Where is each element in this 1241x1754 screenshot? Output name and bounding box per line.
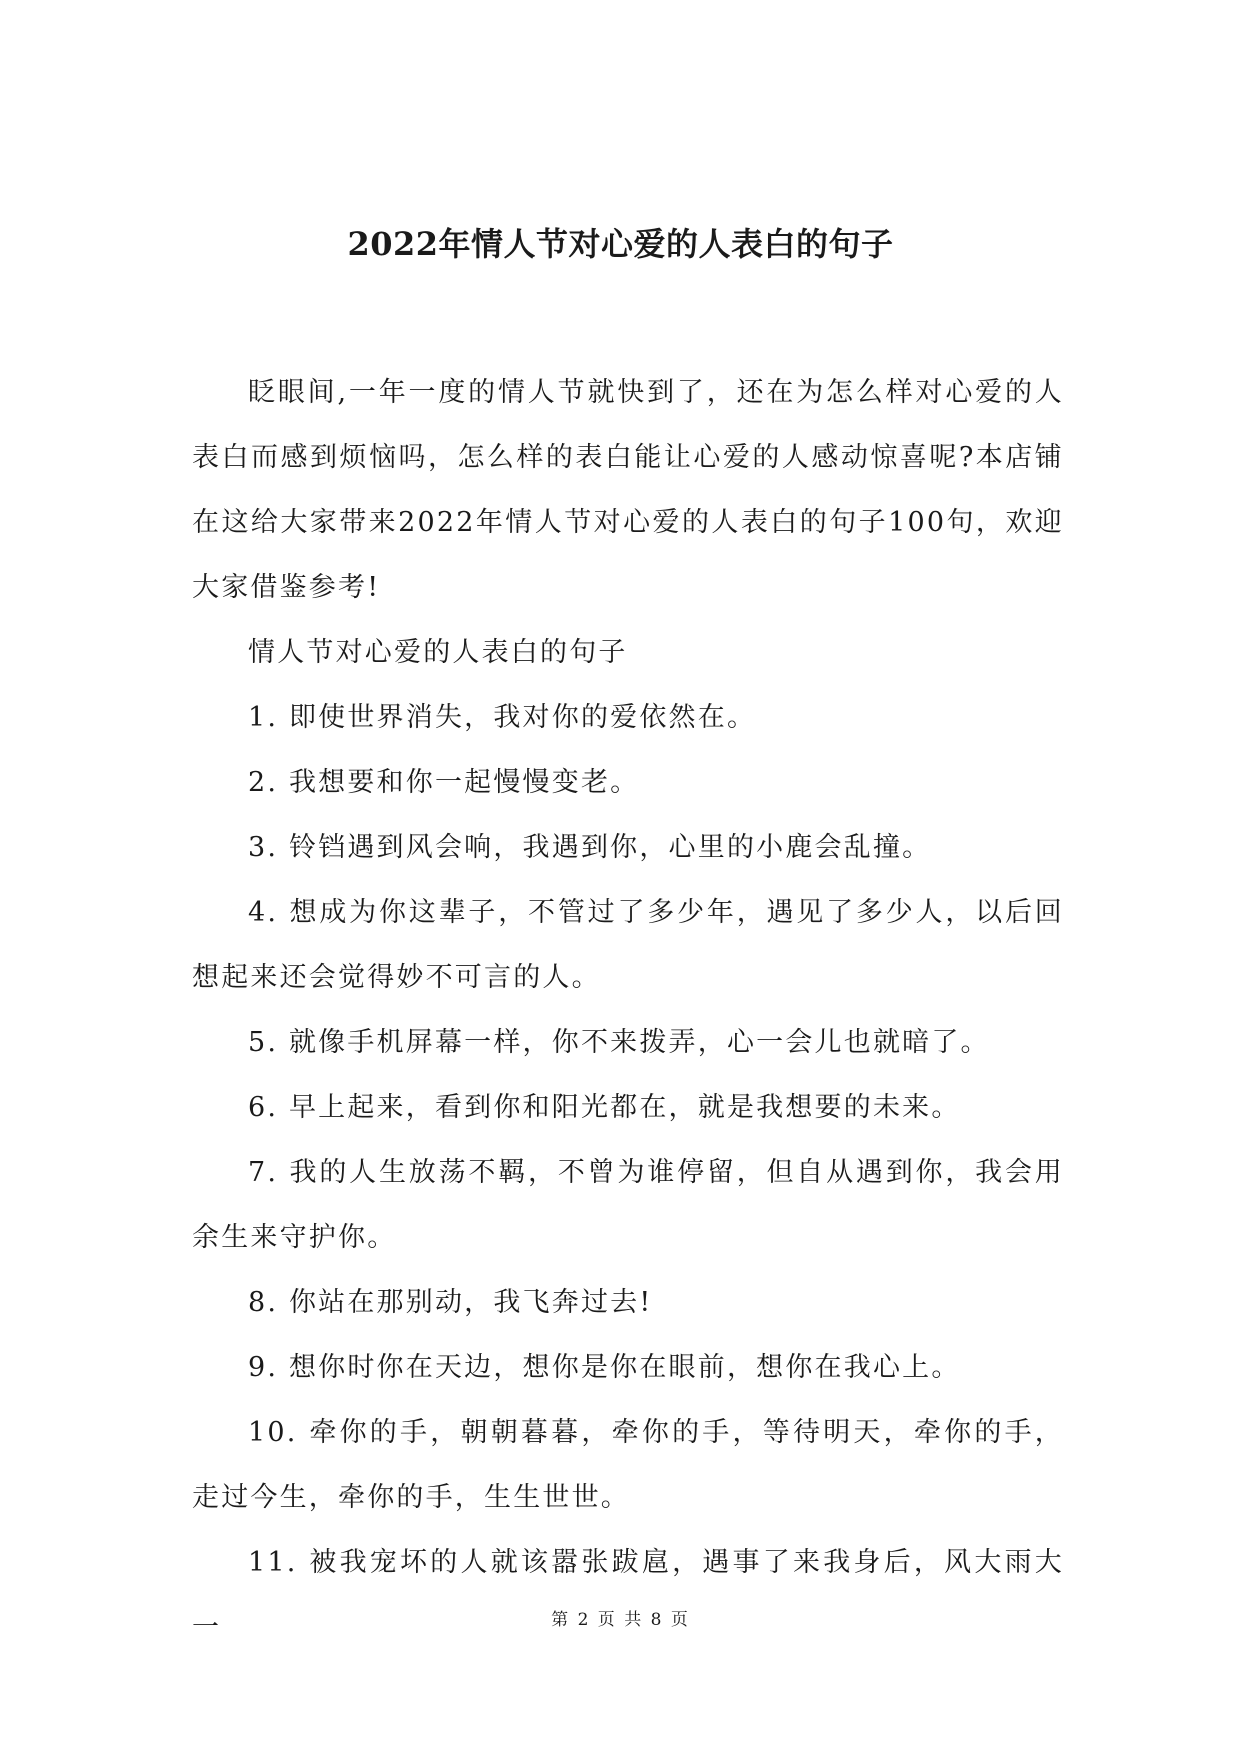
intro-paragraph: 眨眼间,一年一度的情人节就快到了，还在为怎么样对心爱的人表白而感到烦恼吗，怎么样的表白能让心爱的人感动惊喜呢?本店铺在这给大家带来2022年情人节对心爱的人表白的句子100句，欢迎大家借鉴参考! xyxy=(192,377,1064,603)
list-item-5: 5. 就像手机屏幕一样，你不来拨弄，心一会儿也就暗了。 xyxy=(248,1027,990,1058)
list-item-9: 9. 想你时你在天边，想你是你在眼前，想你在我心上。 xyxy=(248,1352,961,1383)
document-body xyxy=(192,360,1064,1660)
page-footer: 第 2 页 共 8 页 xyxy=(551,1610,690,1630)
list-item-10: 10. 牵你的手，朝朝暮暮，牵你的手，等待明天，牵你的手，走过今生，牵你的手，生生世世。 xyxy=(192,1417,1064,1513)
list-item-4: 4. 想成为你这辈子，不管过了多少年，遇见了多少人，以后回想起来还会觉得妙不可言的人。 xyxy=(192,897,1064,993)
list-item-3: 3. 铃铛遇到风会响，我遇到你，心里的小鹿会乱撞。 xyxy=(248,832,932,863)
list-item-2: 2. 我想要和你一起慢慢变老。 xyxy=(248,767,640,798)
list-item-7: 7. 我的人生放荡不羁，不曾为谁停留，但自从遇到你，我会用余生来守护你。 xyxy=(192,1157,1064,1253)
section-heading: 情人节对心爱的人表白的句子 xyxy=(248,637,628,668)
list-item-8: 8. 你站在那别动，我飞奔过去! xyxy=(248,1287,653,1318)
document-title: 2022年情人节对心爱的人表白的句子 xyxy=(347,225,894,263)
list-item-6: 6. 早上起来，看到你和阳光都在，就是我想要的未来。 xyxy=(248,1092,961,1123)
list-item-11: 11. 被我宠坏的人就该嚣张跋扈，遇事了来我身后，风大雨大一 xyxy=(192,1547,1064,1643)
list-item-1: 1. 即使世界消失，我对你的爱依然在。 xyxy=(248,702,757,733)
